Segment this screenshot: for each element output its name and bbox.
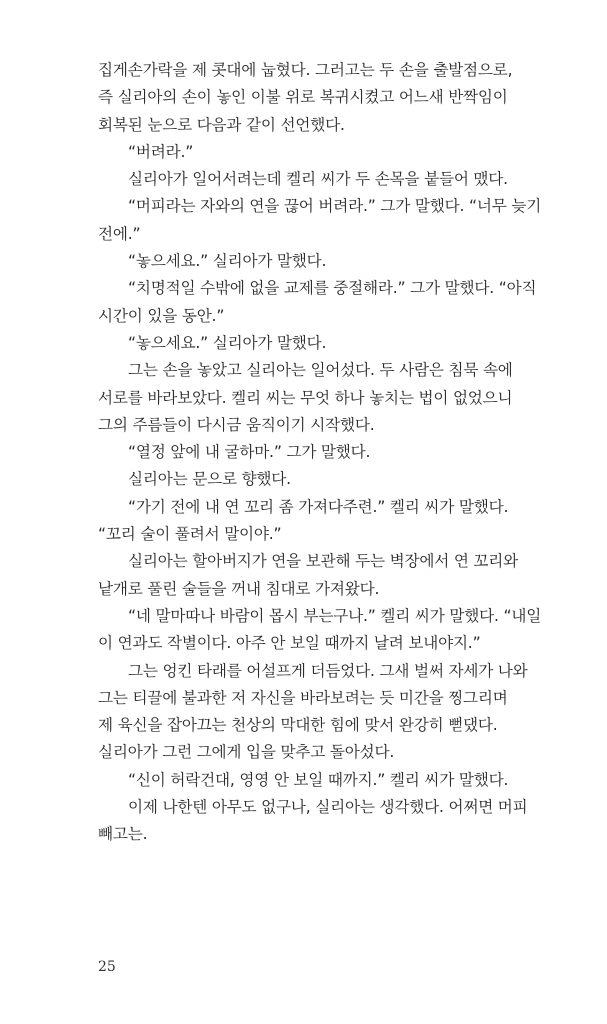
page-body (98, 57, 554, 849)
text-line: “놓으세요.” 실리아가 말했다. (128, 252, 327, 271)
text-line: 즉 실리아의 손이 놓인 이불 위로 복귀시켰고 어느새 반짝임이 (98, 88, 508, 107)
text-line: 그의 주름들이 다시금 움직이기 시작했다. (98, 415, 375, 434)
text-line: 실리아가 그런 그에게 입을 맞추고 돌아섰다. (98, 743, 395, 762)
text-line: “열정 앞에 내 굴하마.” 그가 말했다. (128, 443, 371, 462)
text-line: 제 육신을 잡아끄는 천상의 막대한 힘에 맞서 완강히 뻗댔다. (98, 716, 498, 735)
text-line: “신이 허락건대, 영영 안 보일 때까지.” 켈리 씨가 말했다. (128, 770, 509, 789)
text-line: “치명적일 수밖에 없을 교제를 중절해라.” 그가 말했다. “아직 (128, 279, 537, 298)
text-line: 그는 손을 놓았고 실리아는 일어섰다. 두 사람은 침묵 속에 (128, 361, 513, 380)
text-line: 회복된 눈으로 다음과 같이 선언했다. (98, 115, 345, 134)
text-line: “머피라는 자와의 연을 끊어 버려라.” 그가 말했다. “너무 늦기 (128, 197, 542, 216)
text-line: “놓으세요.” 실리아가 말했다. (128, 333, 327, 352)
text-line: 서로를 바라보았다. 켈리 씨는 무엇 하나 놓치는 법이 없었으니 (98, 388, 513, 407)
text-line: 실리아는 할아버지가 연을 보관해 두는 벽장에서 연 꼬리와 (128, 552, 519, 571)
text-line: 이 연과도 작별이다. 아주 안 보일 때까지 날려 보내야지.” (98, 634, 481, 653)
text-line: 낱개로 풀린 술들을 꺼내 침대로 가져왔다. (98, 579, 380, 598)
text-line: 실리아는 문으로 향했다. (128, 470, 291, 489)
text-line: 그는 엉킨 타래를 어설프게 더듬었다. 그새 벌써 자세가 나와 (128, 661, 528, 680)
text-line: “네 말마따나 바람이 몹시 부는구나.” 켈리 씨가 말했다. “내일 (128, 606, 542, 625)
text-line: 시간이 있을 동안.” (98, 306, 225, 325)
text-line: 전에.” (98, 224, 141, 243)
text-line: “버려라.” (128, 142, 194, 161)
text-line: 이제 나한텐 아무도 없구나, 실리아는 생각했다. 어쩌면 머피 (128, 798, 528, 817)
text-line: “꼬리 술이 풀려서 말이야.” (98, 525, 282, 544)
page-number: 25 (98, 959, 116, 975)
text-line: “가기 전에 내 연 꼬리 좀 가져다주련.” 켈리 씨가 말했다. (128, 497, 509, 516)
text-line: 집게손가락을 제 콧대에 눕혔다. 그러고는 두 손을 출발점으로, (98, 61, 513, 79)
text-line: 빼고는. (98, 825, 148, 844)
text-line: 그는 티끌에 불과한 저 자신을 바라보려는 듯 미간을 찡그리며 (98, 688, 508, 707)
text-line: 실리아가 일어서려는데 켈리 씨가 두 손목을 붙들어 맸다. (128, 170, 508, 189)
